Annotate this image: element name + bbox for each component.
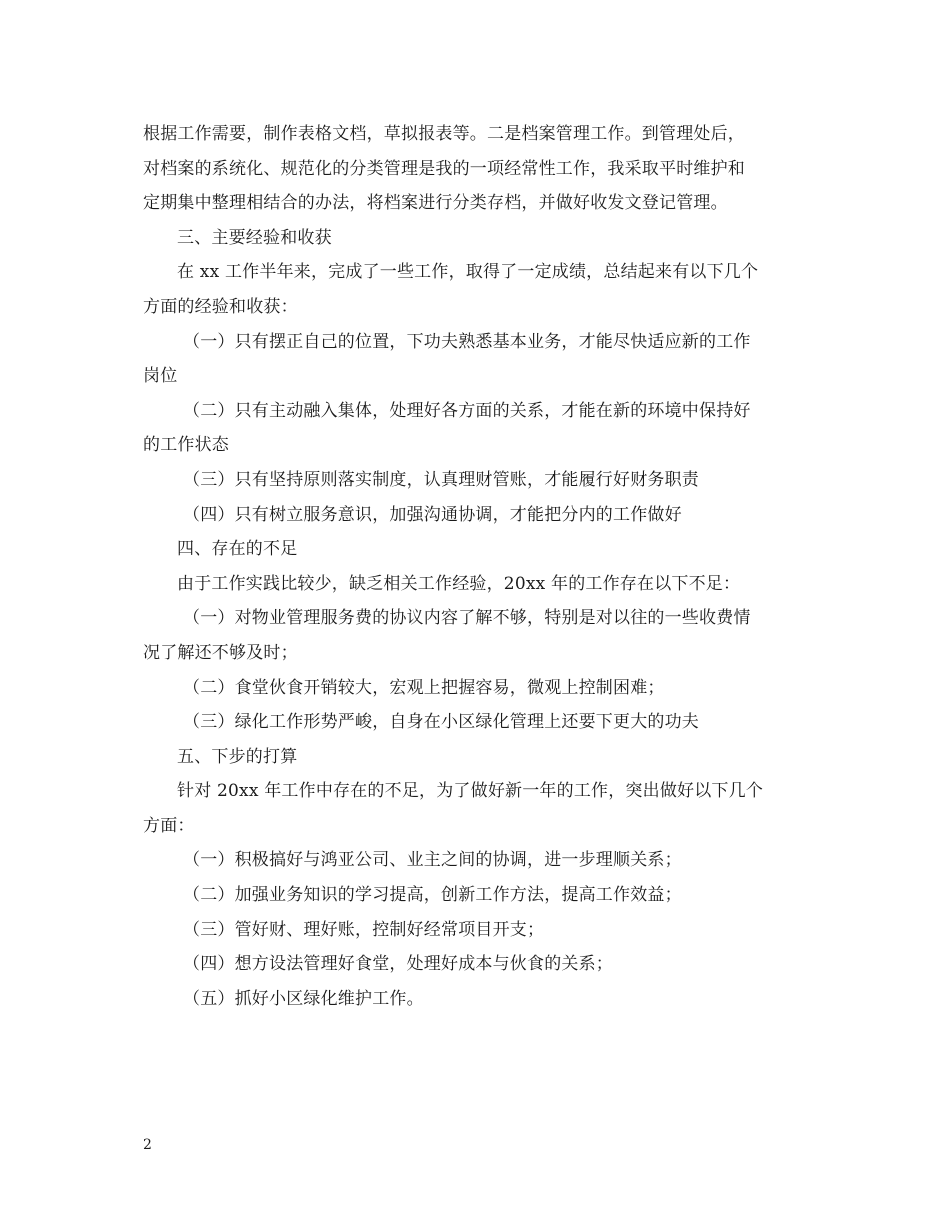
text-line: 在 xx 工作半年来，完成了一些工作，取得了一定成绩，总结起来有以下几个 — [177, 262, 759, 283]
text-line: 四、存在的不足 — [177, 539, 298, 560]
text-line: 方面： — [143, 815, 195, 836]
text-line: 岗位 — [143, 366, 178, 387]
text-line: 方面的经验和收获： — [143, 296, 298, 317]
text-line: （二）只有主动融入集体，处理好各方面的关系，才能在新的环境中保持好 — [183, 400, 751, 421]
text-line: 定期集中整理相结合的办法，将档案进行分类存档，并做好收发文登记管理。 — [143, 193, 728, 214]
text-line: 由于工作实践比较少，缺乏相关工作经验，20xx 年的工作存在以下不足： — [177, 573, 741, 594]
text-line: 三、主要经验和收获 — [177, 227, 332, 248]
text-line: 的工作状态 — [143, 435, 229, 456]
text-line: （一）积极搞好与鸿亚公司、业主之间的协调，进一步理顺关系； — [183, 850, 682, 871]
text-line: （四）只有树立服务意识，加强沟通协调，才能把分内的工作做好 — [183, 504, 682, 525]
text-line: 对档案的系统化、规范化的分类管理是我的一项经常性工作，我采取平时维护和 — [143, 158, 745, 179]
text-line: （三）管好财、理好账，控制好经常项目开支； — [183, 919, 545, 940]
text-line: （四）想方设法管理好食堂，处理好成本与伙食的关系； — [183, 954, 613, 975]
text-line: 根据工作需要，制作表格文档，草拟报表等。二是档案管理工作。到管理处后， — [143, 124, 745, 144]
page-number: 2 — [143, 1137, 152, 1153]
text-line: 五、下步的打算 — [177, 746, 298, 767]
text-line: （三）只有坚持原则落实制度，认真理财管账，才能履行好财务职责 — [183, 469, 699, 490]
document-body — [143, 117, 808, 1016]
text-line: （二）加强业务知识的学习提高，创新工作方法，提高工作效益； — [183, 885, 682, 906]
text-line: （二）食堂伙食开销较大，宏观上把握容易，微观上控制困难； — [183, 677, 665, 698]
text-line: （一）对物业管理服务费的协议内容了解不够，特别是对以往的一些收费情 — [183, 608, 751, 629]
text-line: 针对 20xx 年工作中存在的不足，为了做好新一年的工作，突出做好以下几个 — [177, 781, 764, 802]
text-line: （一）只有摆正自己的位置，下功夫熟悉基本业务，才能尽快适应新的工作 — [183, 331, 751, 352]
text-line: （五）抓好小区绿化维护工作。 — [183, 988, 424, 1009]
text-line: （三）绿化工作形势严峻，自身在小区绿化管理上还要下更大的功夫 — [183, 712, 699, 733]
text-line: 况了解还不够及时； — [143, 642, 298, 663]
